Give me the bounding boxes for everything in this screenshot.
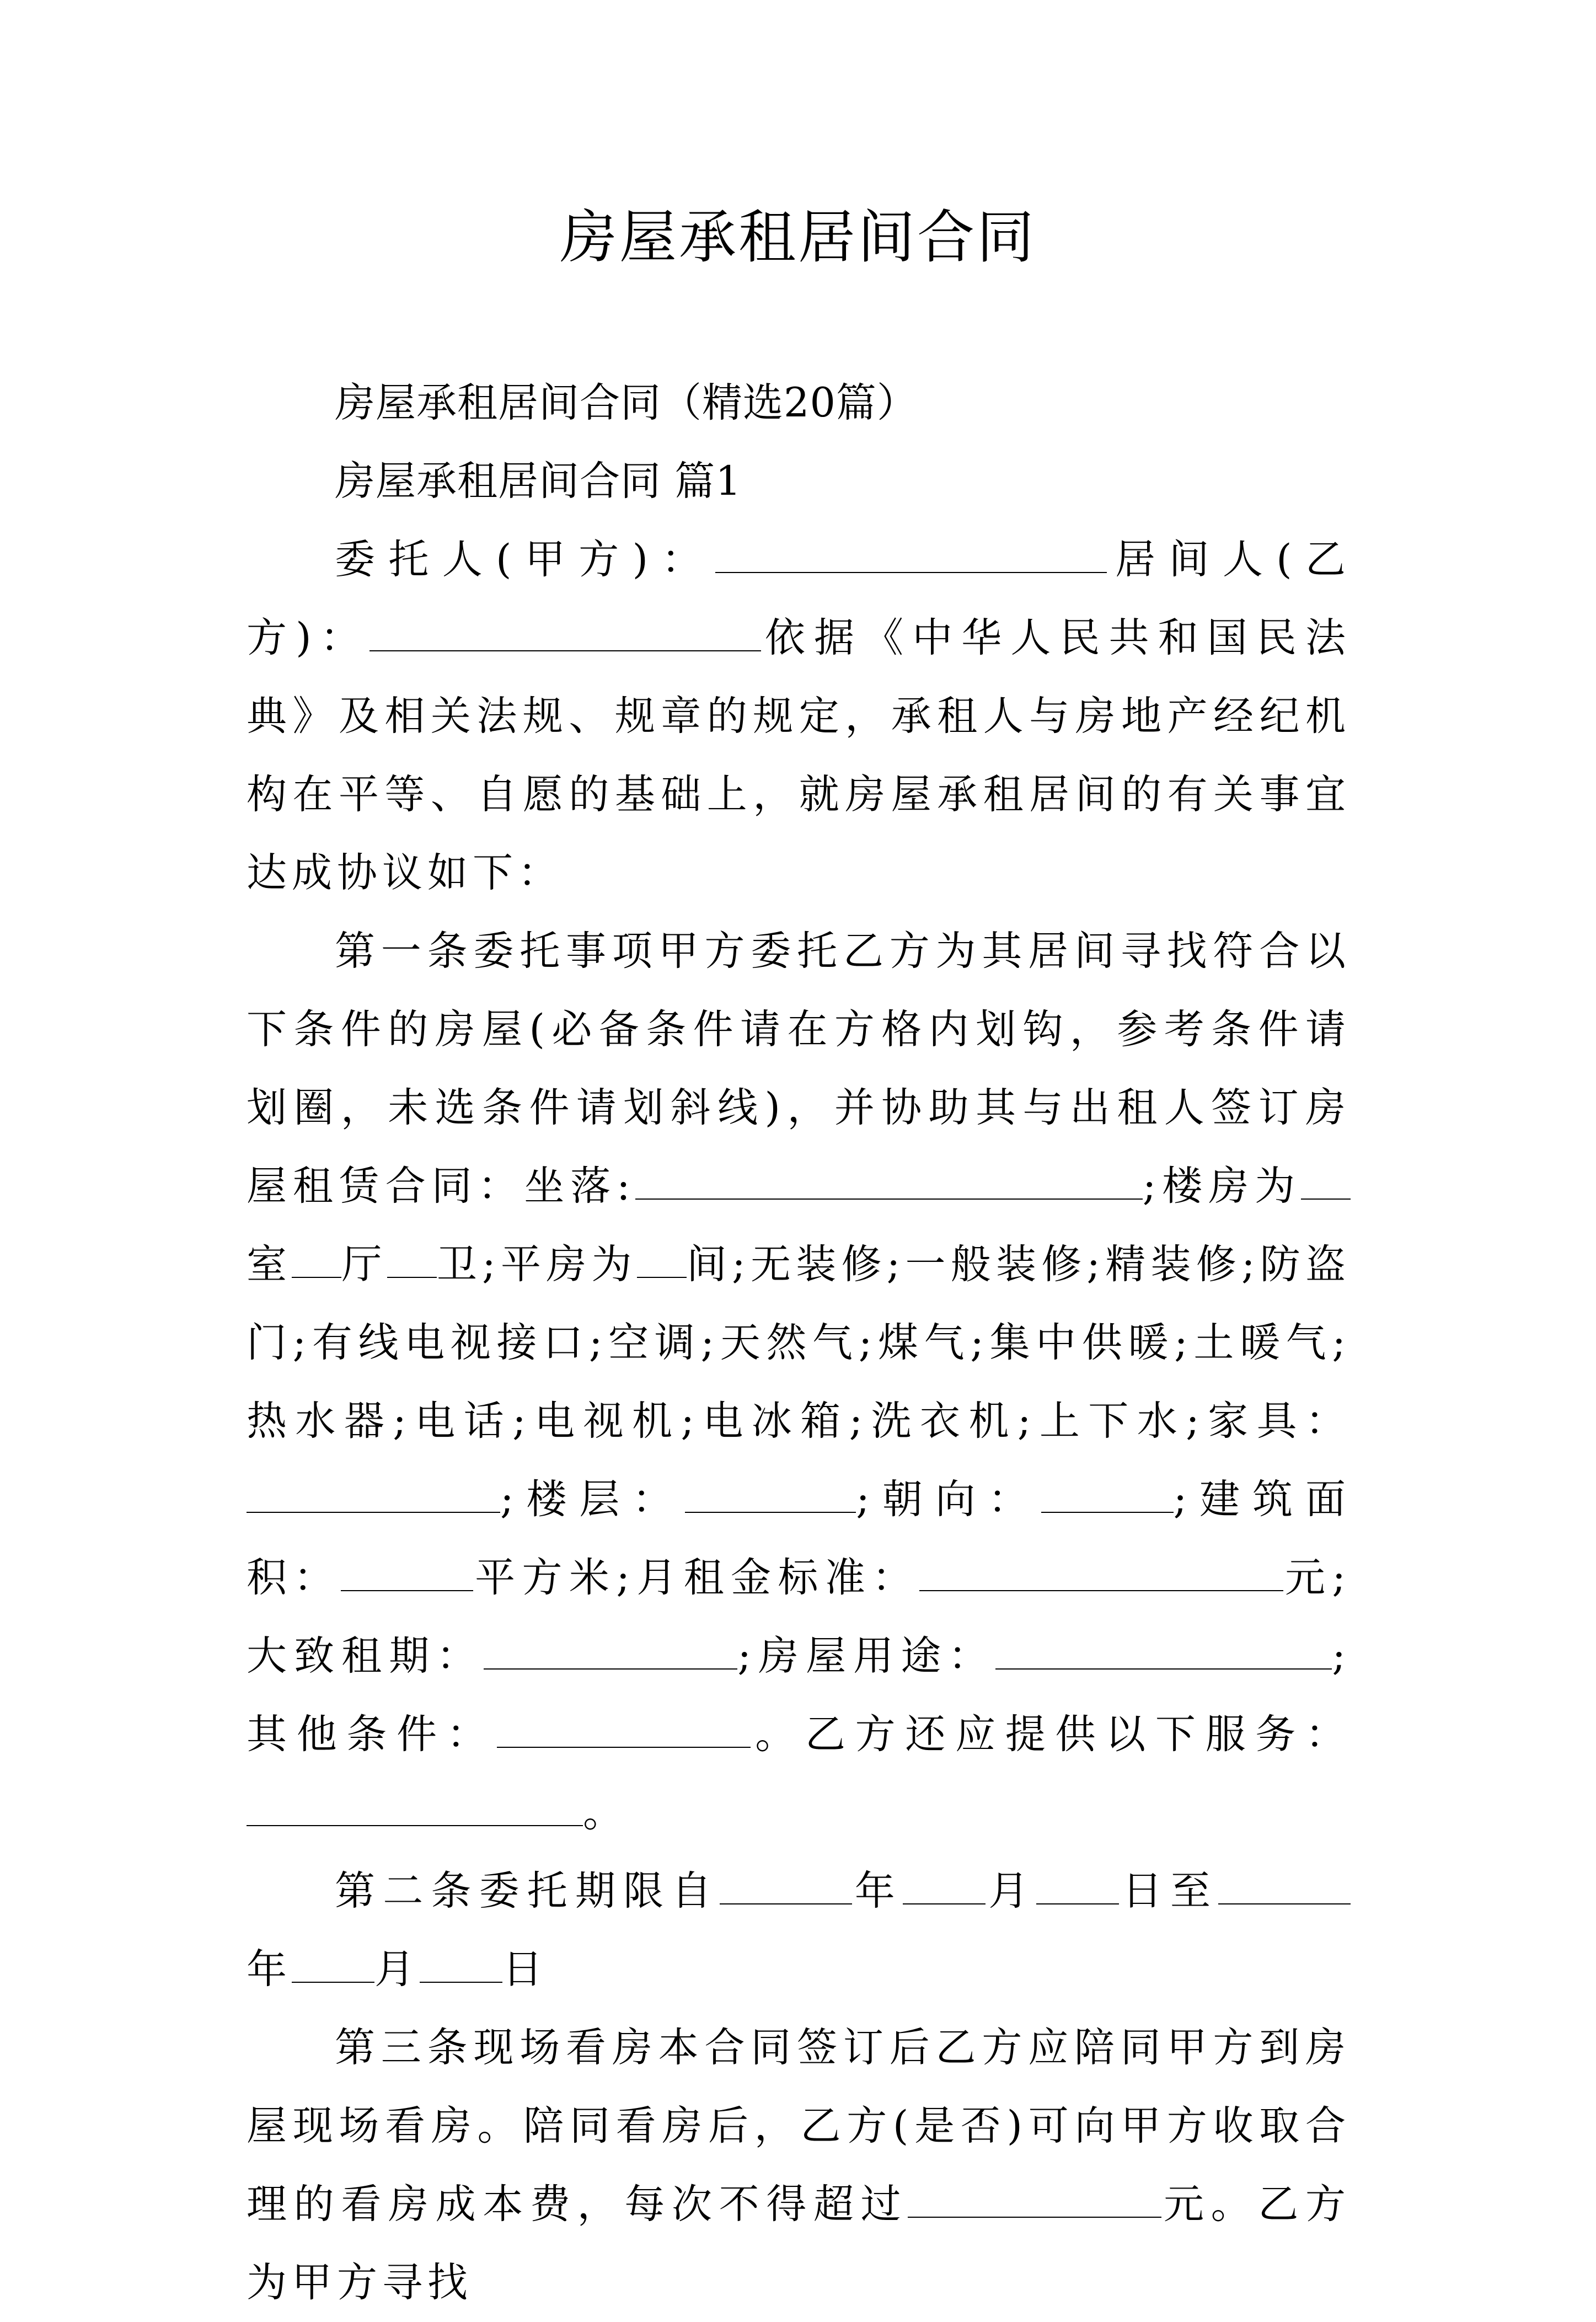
- bath-count-blank: [387, 1240, 437, 1278]
- usage-blank: [995, 1631, 1332, 1670]
- section-heading: 房屋承租居间合同 篇1: [335, 458, 742, 505]
- other-label: ;其他条件：: [247, 1633, 1351, 1758]
- start-month-unit: 月: [986, 1868, 1037, 1914]
- services-blank: [247, 1788, 583, 1826]
- document-title: 房屋承租居间合同: [559, 204, 1036, 271]
- rent-unit: 元;大致租期：: [247, 1554, 1351, 1679]
- term-blank: [484, 1631, 737, 1670]
- other-conditions-blank: [497, 1710, 751, 1748]
- area-unit: 平方米;月租金标准：: [473, 1554, 919, 1601]
- parties-paragraph: [247, 521, 1351, 912]
- article-3-tail: 元。乙方为甲方寻找: [247, 2181, 1351, 2306]
- viewing-fee-blank: [908, 2180, 1161, 2218]
- hall-unit: 厅: [341, 1241, 387, 1288]
- rent-blank: [919, 1553, 1283, 1591]
- usage-label: ;房屋用途：: [737, 1633, 996, 1679]
- start-month-blank: [903, 1866, 986, 1904]
- start-day-blank: [1036, 1866, 1119, 1904]
- bath-unit: 卫: [436, 1241, 483, 1288]
- location-blank: [635, 1162, 1143, 1200]
- bungalow-count-blank: [637, 1240, 687, 1278]
- bungalow-label: ;平房为: [482, 1241, 637, 1288]
- end-day-blank: [420, 1945, 502, 1983]
- floor-label: ;楼层：: [500, 1476, 685, 1523]
- furniture-blank: [247, 1475, 500, 1513]
- area-label: ;建筑面积：: [247, 1476, 1351, 1601]
- article-2-paragraph: [247, 1852, 1351, 2009]
- end-month-blank: [292, 1945, 374, 1983]
- floor-blank: [685, 1475, 856, 1513]
- location-label: 坐落:: [524, 1163, 635, 1210]
- principal-blank: [715, 535, 1107, 573]
- principal-label: 委托人(甲方)：: [335, 536, 715, 583]
- services-label: 乙方还应提供以下服务：: [805, 1711, 1351, 1758]
- room-count-blank: [1301, 1162, 1351, 1200]
- article-2-prefix: 第二条委托期限自: [335, 1868, 720, 1914]
- hall-count-blank: [292, 1240, 341, 1278]
- intermediary-label: 居间人(乙方)：: [247, 536, 1351, 661]
- area-blank: [341, 1553, 473, 1591]
- article-3-text: 第三条现场看房本合同签订后乙方应陪同甲方到房屋现场看房。陪同看房后，乙方(是否)可向甲方收取合理的看房成本费，每次不得超过: [247, 2024, 1351, 2228]
- features-text: 间;无装修;一般装修;精装修;防盗门;有线电视接口;空调;天然气;煤气;集中供暖;土暖气;热水器;电话;电视机;电冰箱;洗衣机;上下水;家具：: [247, 1241, 1351, 1444]
- orientation-label: ;朝向：: [856, 1476, 1041, 1523]
- start-year-blank: [720, 1866, 852, 1904]
- orientation-blank: [1041, 1475, 1174, 1513]
- period-end: 。: [750, 1711, 805, 1758]
- start-year-unit: 年: [851, 1868, 903, 1914]
- services-end: 。: [583, 1789, 628, 1836]
- room-unit: 室: [247, 1241, 292, 1288]
- article-1-intro: 第一条委托事项甲方委托乙方为其居间寻找符合以下条件的房屋(必备条件请在方格内划钩，参考条件请划圈，未选条件请划斜线)，并协助其与出租人签订房屋租赁合同：: [247, 928, 1351, 1210]
- building-label: ;楼房为: [1142, 1163, 1301, 1210]
- article-1-paragraph: [247, 912, 1351, 1852]
- intermediary-blank: [369, 613, 761, 651]
- article-3-paragraph: [247, 2009, 1351, 2322]
- document-subtitle: 房屋承租居间合同（精选20篇）: [335, 379, 918, 426]
- end-year-unit: 年: [247, 1946, 292, 1993]
- end-year-blank: [1218, 1866, 1351, 1904]
- end-month-unit: 月: [374, 1946, 420, 1993]
- day-to-text: 日至: [1119, 1868, 1219, 1914]
- document-body: [247, 364, 1351, 2322]
- end-day-unit: 日: [502, 1946, 548, 1993]
- basis-text: 依据《中华人民共和国民法典》及相关法规、规章的规定，承租人与房地产经纪机构在平等、自愿的基础上，就房屋承租居间的有关事宜达成协议如下：: [247, 614, 1351, 896]
